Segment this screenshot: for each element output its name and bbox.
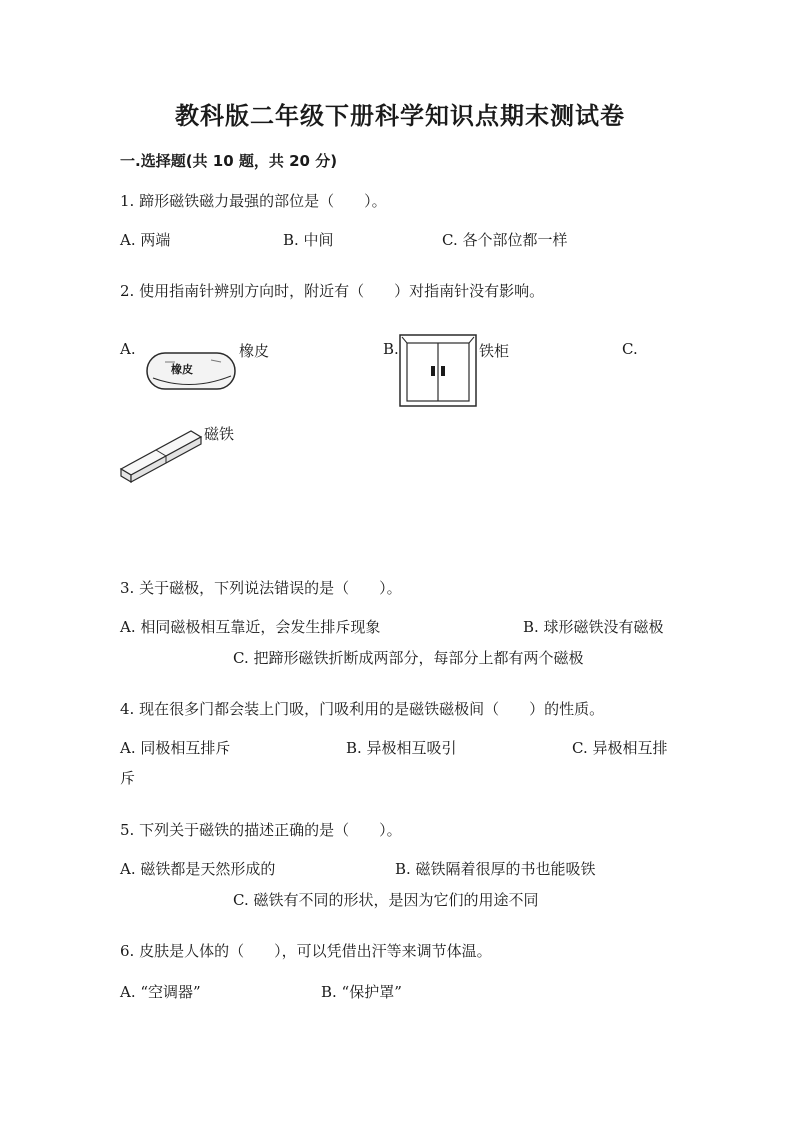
- question-2-option-a[interactable]: A.: [120, 340, 136, 358]
- iron-cabinet-image: [398, 333, 478, 408]
- question-1-option-a[interactable]: A. 两端: [120, 231, 171, 249]
- page-title: 教科版二年级下册科学知识点期末测试卷: [175, 102, 625, 130]
- question-4-option-c[interactable]: C. 异极相互排: [572, 739, 668, 757]
- question-2-option-b[interactable]: B.: [383, 340, 399, 358]
- question-3-option-a[interactable]: A. 相同磁极相互靠近，会发生排斥现象: [120, 618, 381, 636]
- question-6-option-a[interactable]: A. “空调器”: [120, 983, 201, 1001]
- eraser-print-text: 橡皮: [171, 363, 193, 376]
- question-4-option-c-wrap: 斥: [120, 769, 136, 787]
- question-1-stem: 1. 蹄形磁铁磁力最强的部位是（ ）。: [120, 192, 387, 210]
- question-6-stem: 6. 皮肤是人体的（ ），可以凭借出汗等来调节体温。: [120, 942, 492, 960]
- question-4-option-a[interactable]: A. 同极相互排斥: [120, 739, 231, 757]
- question-3-option-b[interactable]: B. 球形磁铁没有磁极: [523, 618, 664, 636]
- question-1-option-c[interactable]: C. 各个部位都一样: [442, 231, 568, 249]
- question-2-stem: 2. 使用指南针辨别方向时，附近有（ ）对指南针没有影响。: [120, 282, 545, 300]
- question-5-option-a[interactable]: A. 磁铁都是天然形成的: [120, 860, 276, 878]
- question-6-option-b[interactable]: B. “保护罩”: [321, 983, 402, 1001]
- iron-cabinet-label: 铁柜: [479, 342, 510, 360]
- eraser-label: 橡皮: [239, 342, 270, 360]
- bar-magnet-image: [117, 425, 207, 485]
- question-3-option-c[interactable]: C. 把蹄形磁铁折断成两部分，每部分上都有两个磁极: [233, 649, 584, 667]
- question-5-option-c[interactable]: C. 磁铁有不同的形状，是因为它们的用途不同: [233, 891, 539, 909]
- section-heading: 一.选择题(共 10 题，共 20 分): [120, 152, 338, 170]
- question-5-stem: 5. 下列关于磁铁的描述正确的是（ ）。: [120, 821, 402, 839]
- magnet-label: 磁铁: [204, 425, 235, 443]
- question-4-stem: 4. 现在很多门都会装上门吸，门吸利用的是磁铁磁极间（ ）的性质。: [120, 700, 605, 718]
- question-1-option-b[interactable]: B. 中间: [283, 231, 334, 249]
- question-3-stem: 3. 关于磁极，下列说法错误的是（ ）。: [120, 579, 402, 597]
- question-4-option-b[interactable]: B. 异极相互吸引: [346, 739, 457, 757]
- question-2-option-c[interactable]: C.: [622, 340, 638, 358]
- question-5-option-b[interactable]: B. 磁铁隔着很厚的书也能吸铁: [395, 860, 596, 878]
